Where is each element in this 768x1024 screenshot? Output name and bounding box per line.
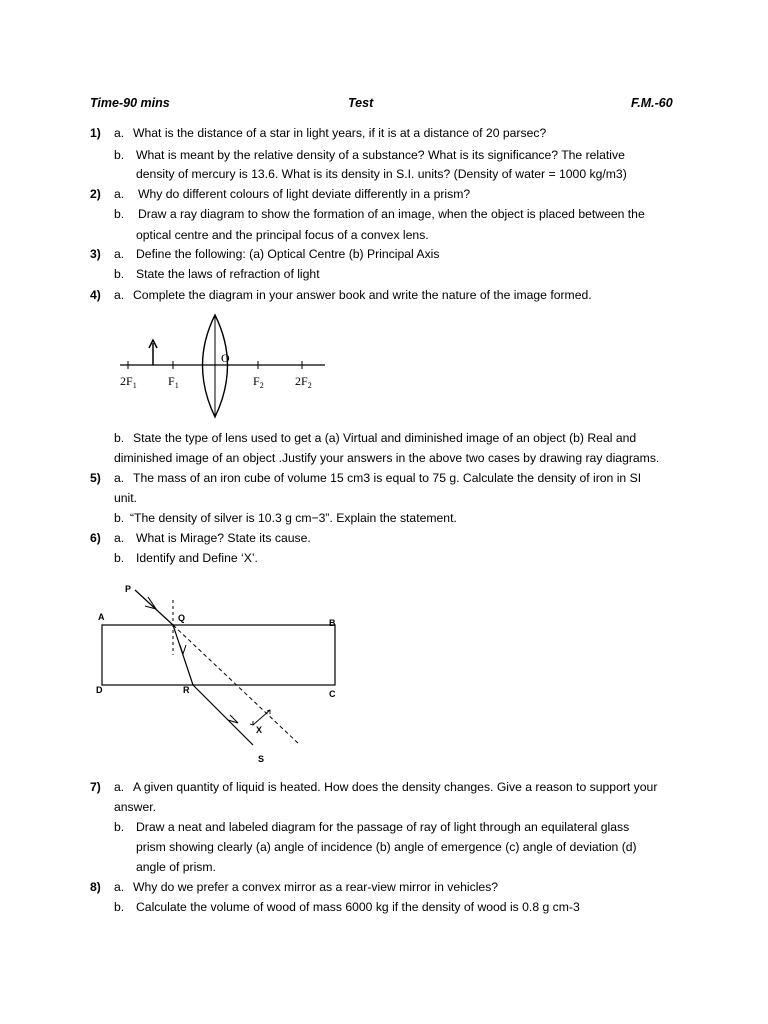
optical-centre-label: O: [221, 351, 230, 365]
label-c: C: [329, 689, 336, 699]
question-text: unit.: [114, 491, 138, 505]
question-text: diminished image of an object .Justify your answers in the above two cases by drawing ray diagrams.: [114, 451, 660, 465]
part-label: a.: [114, 880, 125, 894]
question-text: A given quantity of liquid is heated. How does the density changes. Give a reason to support your: [133, 780, 658, 794]
question-text: Identify and Define ‘X’.: [136, 551, 258, 565]
question-text: What is Mirage? State its cause.: [136, 531, 311, 545]
label-a: A: [98, 612, 105, 622]
question-number: 6): [90, 531, 101, 545]
question-text: angle of prism.: [136, 860, 216, 874]
incident-arrow: [145, 597, 156, 609]
question-text: “The density of silver is 10.3 g cm−3”. Explain the statement.: [130, 511, 457, 525]
question-text: density of mercury is 13.6. What is its density in S.I. units? (Density of water = 1000 kg/m3): [136, 167, 627, 181]
question-text: Why do we prefer a convex mirror as a rear-view mirror in vehicles?: [133, 880, 499, 894]
glass-slab-diagram: [90, 580, 350, 770]
question-text: State the type of lens used to get a (a) Virtual and diminished image of an object (b) Real and: [133, 431, 637, 445]
label-r: R: [183, 685, 190, 695]
part-label: b.: [114, 207, 125, 221]
part-label: b.: [114, 511, 125, 525]
part-label: a.: [114, 780, 125, 794]
convex-lens-diagram: [115, 305, 330, 425]
question-text: Define the following: (a) Optical Centre (b) Principal Axis: [136, 247, 440, 261]
question-number: 5): [90, 471, 101, 485]
displacement-marker: [253, 710, 270, 725]
label-p: P: [125, 584, 132, 594]
part-label: a.: [114, 126, 125, 140]
question-number: 3): [90, 247, 101, 261]
part-label: b.: [114, 431, 125, 445]
question-text: Complete the diagram in your answer book and write the nature of the image formed.: [133, 288, 592, 302]
label-d: D: [96, 685, 103, 695]
point-label-f2: $F_2$: [253, 374, 264, 390]
part-label: a.: [114, 247, 125, 261]
part-label: b.: [114, 900, 125, 914]
incident-ray: [135, 590, 173, 625]
part-label: b.: [114, 820, 125, 834]
time-label: Time-90 mins: [90, 96, 170, 110]
label-q: Q: [178, 613, 186, 623]
emergent-ray: [193, 685, 253, 745]
part-label: a.: [114, 471, 125, 485]
part-label: b.: [114, 148, 125, 162]
label-b: B: [329, 618, 336, 628]
part-label: a.: [114, 288, 125, 302]
label-x: X: [256, 725, 263, 735]
point-label-2f2: $2F_2$: [295, 374, 312, 390]
question-text: The mass of an iron cube of volume 15 cm3 is equal to 75 g. Calculate the density of iron in SI: [133, 471, 642, 485]
question-text: State the laws of refraction of light: [136, 267, 320, 281]
question-number: 4): [90, 288, 101, 302]
test-title: Test: [348, 96, 374, 110]
question-text: answer.: [114, 800, 157, 814]
label-s: S: [258, 754, 265, 764]
question-text: Calculate the volume of wood of mass 6000 kg if the density of wood is 0.8 g cm-3: [136, 900, 580, 914]
glass-slab: [102, 625, 335, 685]
part-label: a.: [114, 187, 125, 201]
displacement-arrow-a: [250, 721, 253, 725]
question-text: Why do different colours of light deviate differently in a prism?: [138, 187, 471, 201]
question-number: 1): [90, 126, 101, 140]
question-number: 2): [90, 187, 101, 201]
question-number: 7): [90, 780, 101, 794]
part-label: b.: [114, 551, 125, 565]
question-number: 8): [90, 880, 101, 894]
question-text: Draw a neat and labeled diagram for the passage of ray of light through an equilateral glass: [136, 820, 630, 834]
part-label: b.: [114, 267, 125, 281]
question-text: Draw a ray diagram to show the formation of an image, when the object is placed between the: [138, 207, 645, 221]
part-label: a.: [114, 531, 125, 545]
question-text: What is the distance of a star in light years, if it is at a distance of 20 parsec?: [133, 126, 547, 140]
question-text: What is meant by the relative density of a substance? What is its significance? The relative: [136, 148, 625, 162]
full-marks-label: F.M.-60: [631, 96, 673, 110]
point-label-2f1: $2F_1$: [120, 374, 137, 390]
point-label-f1: $F_1$: [168, 374, 179, 390]
question-text: optical centre and the principal focus of a convex lens.: [136, 228, 429, 242]
question-text: prism showing clearly (a) angle of incidence (b) angle of emergence (c) angle of deviation (d): [136, 840, 637, 854]
